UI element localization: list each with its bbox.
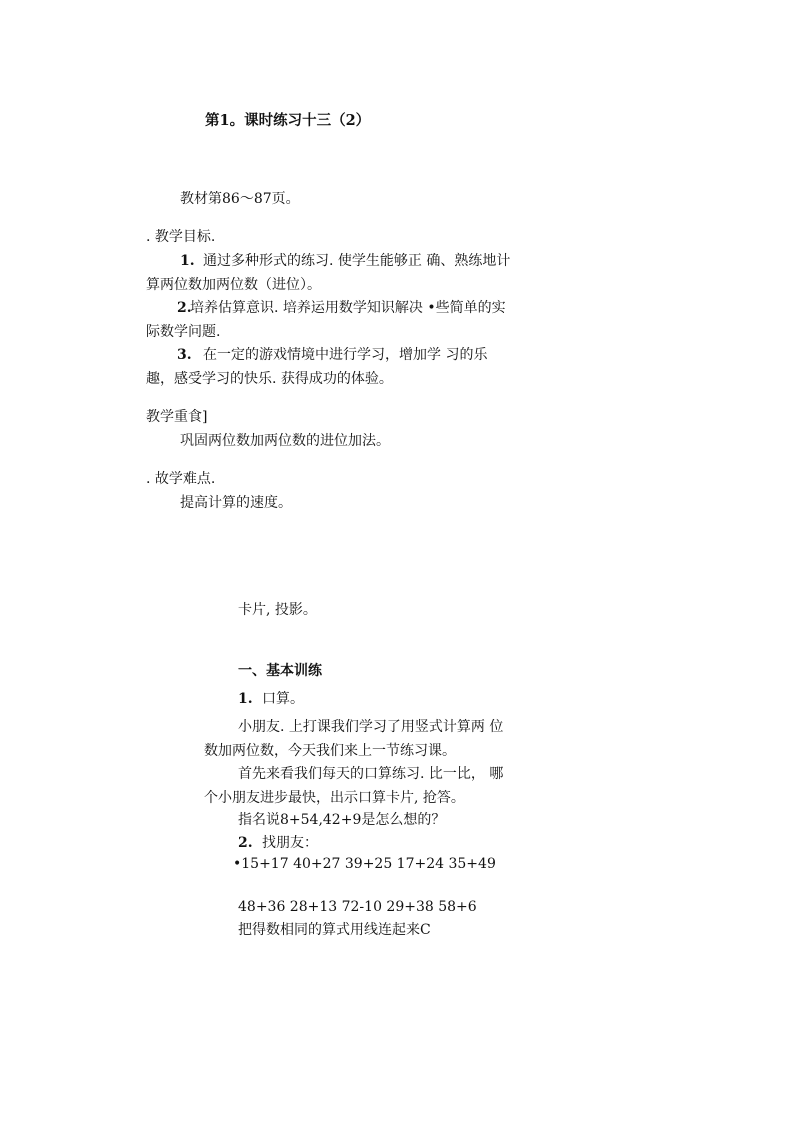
equations-row-2: 48+36 28+13 72-10 29+38 58+6 [238, 899, 477, 915]
objective-1-number: 1. [180, 253, 195, 269]
key-points-heading: 教学重食] [146, 409, 208, 425]
page-title: 第1。课时练习十三（2） [205, 112, 371, 129]
objective-2-number: 2. [177, 300, 192, 316]
paragraph-2-line1: 首先来看我们每天的口算练习. 比一比， 哪 [238, 766, 504, 782]
paragraph-3: 指名说8+54,42+9是怎么想的？ [238, 812, 446, 828]
objective-3-line1: 在一定的游戏情境中进行学习，增加学 习的乐 [203, 347, 488, 363]
objective-3-number: 3. [177, 347, 192, 363]
objective-2-line2: 际数学问题. [146, 324, 221, 340]
section-1-item-1-number: 1. [238, 691, 253, 707]
objectives-heading: . 教学目标. [146, 229, 216, 245]
equations-row-1: •15+17 40+27 39+25 17+24 35+49 [233, 856, 496, 872]
paragraph-2-line2: 个小朋友进步最快，出示口算卡片, 抢答。 [204, 790, 465, 806]
section-1-item-1-label: 口算。 [262, 691, 304, 707]
paragraph-1-line1: 小朋友. 上打课我们学习了用竖式计算两 位 [238, 719, 504, 735]
textbook-pages: 教材第86～87页。 [180, 191, 300, 207]
section-1-item-2-label: 找朋友： [262, 835, 318, 851]
key-points-text: 巩固两位数加两位数的进位加法。 [180, 433, 390, 449]
objective-1-line1: 通过多种形式的练习. 使学生能够正 确、熟练地计 [203, 253, 511, 269]
matching-instruction: 把得数相同的算式用线连起来C [238, 922, 431, 938]
paragraph-1-line2: 数加两位数，今天我们来上一节练习课。 [204, 743, 456, 759]
section-1-heading: 一、基本训练 [238, 663, 322, 679]
section-1-item-2-number: 2. [238, 835, 253, 851]
objective-2-line1: 培养估算意识. 培养运用数学知识解决 •些简单的实 [190, 300, 506, 316]
difficulties-heading: . 故学难点. [146, 471, 216, 487]
teaching-materials: 卡片, 投影。 [238, 602, 317, 618]
difficulties-text: 提高计算的速度。 [180, 495, 292, 511]
objective-3-line2: 趣，感受学习的快乐. 获得成功的体验。 [146, 371, 393, 387]
objective-1-line2: 算两位数加两位数（进位）。 [146, 277, 321, 293]
